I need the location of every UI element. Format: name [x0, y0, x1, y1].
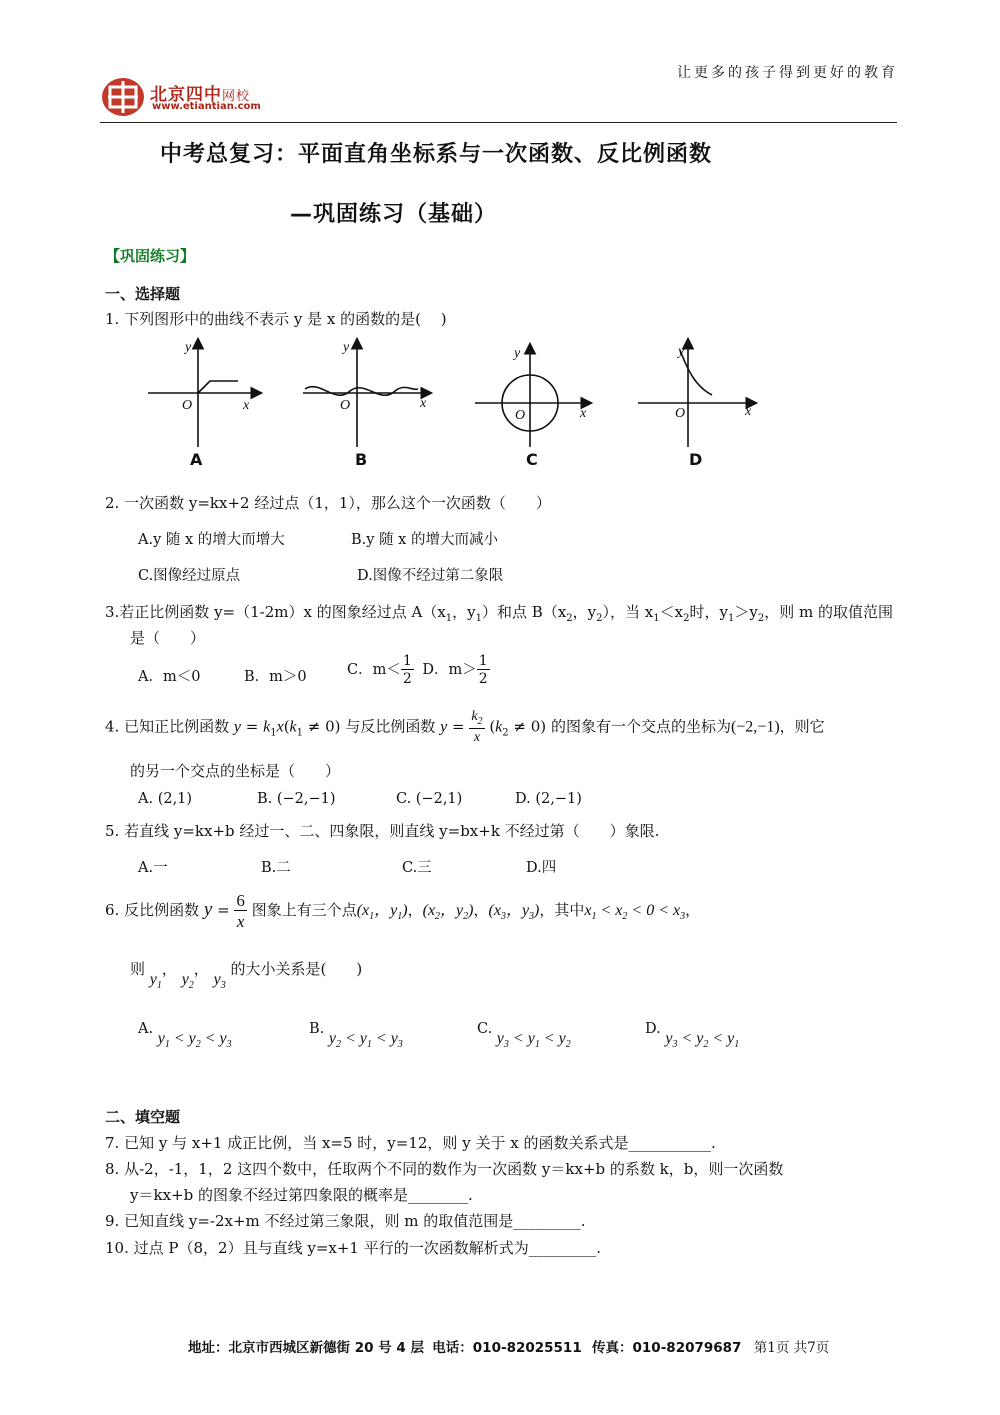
origin-a: O: [182, 398, 193, 413]
axis-x-a: x: [243, 398, 250, 413]
origin-b: O: [340, 398, 351, 413]
q2-option-a: A.y 随 x 的增大而增大: [138, 532, 285, 548]
section-tag: 【巩固练习】: [105, 247, 196, 265]
logo-emblem: [100, 76, 146, 118]
question-5: 5. 若直线 y=kx+b 经过一、二、四象限，则直线 y=bx+k 不经过第（ ）象限.: [105, 822, 660, 840]
slogan: 让更多的孩子得到更好的教育: [677, 65, 898, 81]
graph-label-b: B: [355, 450, 368, 469]
footer: 地址：北京市西城区新德街 20 号 4 层 电话：010-82025511 传真：010-82079687 第1页 共7页: [188, 1340, 830, 1356]
question-1-graphs: [140, 335, 770, 470]
q3-option-c: C．m＜ $\frac{1}{2}$ D．m＞ $\frac{1}{2}$: [347, 653, 488, 687]
question-10: 10. 过点 P（8，2）且与直线 y=x+1 平行的一次函数解析式为_________.: [105, 1239, 601, 1257]
graph-label-d: D: [689, 450, 703, 469]
axis-x-c: x: [580, 406, 587, 421]
question-3-cont: 是（ ）: [130, 629, 206, 647]
page-subtitle: —巩固练习（基础）: [290, 202, 498, 227]
graph-d: [638, 340, 755, 447]
q2-option-d: D.图像不经过第二象限: [357, 568, 504, 584]
axis-y-b: y: [343, 340, 350, 355]
origin-c: O: [515, 408, 526, 423]
q6-option-c: C. $y_3 < y_1 < y_2$: [477, 1021, 571, 1051]
q3-option-b: B．m＞0: [244, 669, 307, 685]
header-divider: [100, 122, 897, 123]
q4-option-d: D. (2,−1): [515, 791, 582, 807]
section-choice: 一、选择题: [105, 285, 181, 303]
question-3: 3.若正比例函数 y=（1-2m）x 的图象经过点 $A(x_1$，$y_1$）和点 $B(x_2$，$y_2$），当 $x_1<x_2$时，$y_1>y_2$，则 m 的取值范围: [105, 603, 893, 624]
q4-option-a: A. (2,1): [138, 791, 193, 807]
question-9: 9. 已知直线 y=-2x+m 不经过第三象限，则 m 的取值范围是_________.: [105, 1212, 586, 1230]
logo-url: www.etiantian.com: [152, 101, 261, 112]
section-fill: 二、填空题: [105, 1108, 181, 1126]
axis-x-d: x: [745, 404, 752, 419]
q2-option-c: C.图像经过原点: [138, 568, 241, 584]
q6-option-b: B. $y_2 < y_1 < y_3$: [309, 1021, 403, 1051]
q5-option-c: C.三: [402, 860, 432, 876]
page-title: 中考总复习：平面直角坐标系与一次函数、反比例函数: [160, 142, 713, 167]
q5-option-a: A.一: [138, 860, 168, 876]
question-2: 2. 一次函数 y=kx+2 经过点（1，1），那么这个一次函数（ ）: [105, 494, 551, 512]
q2-option-b: B.y 随 x 的增大而减小: [351, 532, 498, 548]
q5-option-d: D.四: [526, 860, 557, 876]
q3-option-a: A．m＜0: [138, 669, 201, 685]
q4-option-b: B. (−2,−1): [257, 791, 336, 807]
q6-option-a: A. $y_1 < y_2 < y_3$: [138, 1021, 232, 1051]
graph-b: [303, 340, 430, 447]
logo-name: 北京四中网校: [150, 85, 251, 105]
q5-option-b: B.二: [261, 860, 291, 876]
question-4: 4. 已知正比例函数 $y = k_1x(k_1 \ne 0)$ 与反比例函数 y = $\frac{k_2}{x}$ $(k_2 \ne 0)$ 的图象有一个交点的坐标为(−2,−1)，则它: [105, 709, 825, 745]
question-8: 8. 从-2，-1，1，2 这四个数中，任取两个不同的数作为一次函数 y＝kx+b 的系数 k，b，则一次函数: [105, 1160, 784, 1178]
question-6: 6. 反比例函数 y = $\frac{6}{x}$ 图象上有三个点($x_1$，$y_1$)，($x_2$，$y_2$)，($x_3$，$y_3$)，其中$x_1 < x_2 < 0 < x_3$，: [105, 891, 701, 931]
graph-label-c: C: [526, 450, 538, 469]
question-7: 7. 已知 y 与 x+1 成正比例，当 x=5 时，y=12，则 y 关于 x 的函数关系式是___________.: [105, 1134, 716, 1152]
axis-y-c: y: [514, 346, 521, 361]
question-4-cont: 的另一个交点的坐标是（ ）: [130, 762, 341, 780]
axis-y-d: y: [678, 344, 685, 359]
question-6-cont: 则 $y_1$， $y_2$， $y_3$ 的大小关系是( ): [130, 960, 363, 992]
graph-a: [148, 340, 260, 447]
graph-label-a: A: [190, 450, 203, 469]
question-1: 1. 下列图形中的曲线不表示 y 是 x 的函数的是( ): [105, 310, 447, 328]
question-8-cont: y＝kx+b 的图象不经过第四象限的概率是________.: [130, 1186, 473, 1204]
axis-y-a: y: [185, 340, 192, 355]
origin-d: O: [675, 406, 686, 421]
graph-c: [475, 345, 590, 447]
axis-x-b: x: [420, 396, 427, 411]
q6-option-d: D. $y_3 < y_2 < y_1$: [645, 1021, 740, 1051]
q4-option-c: C. (−2,1): [396, 791, 463, 807]
